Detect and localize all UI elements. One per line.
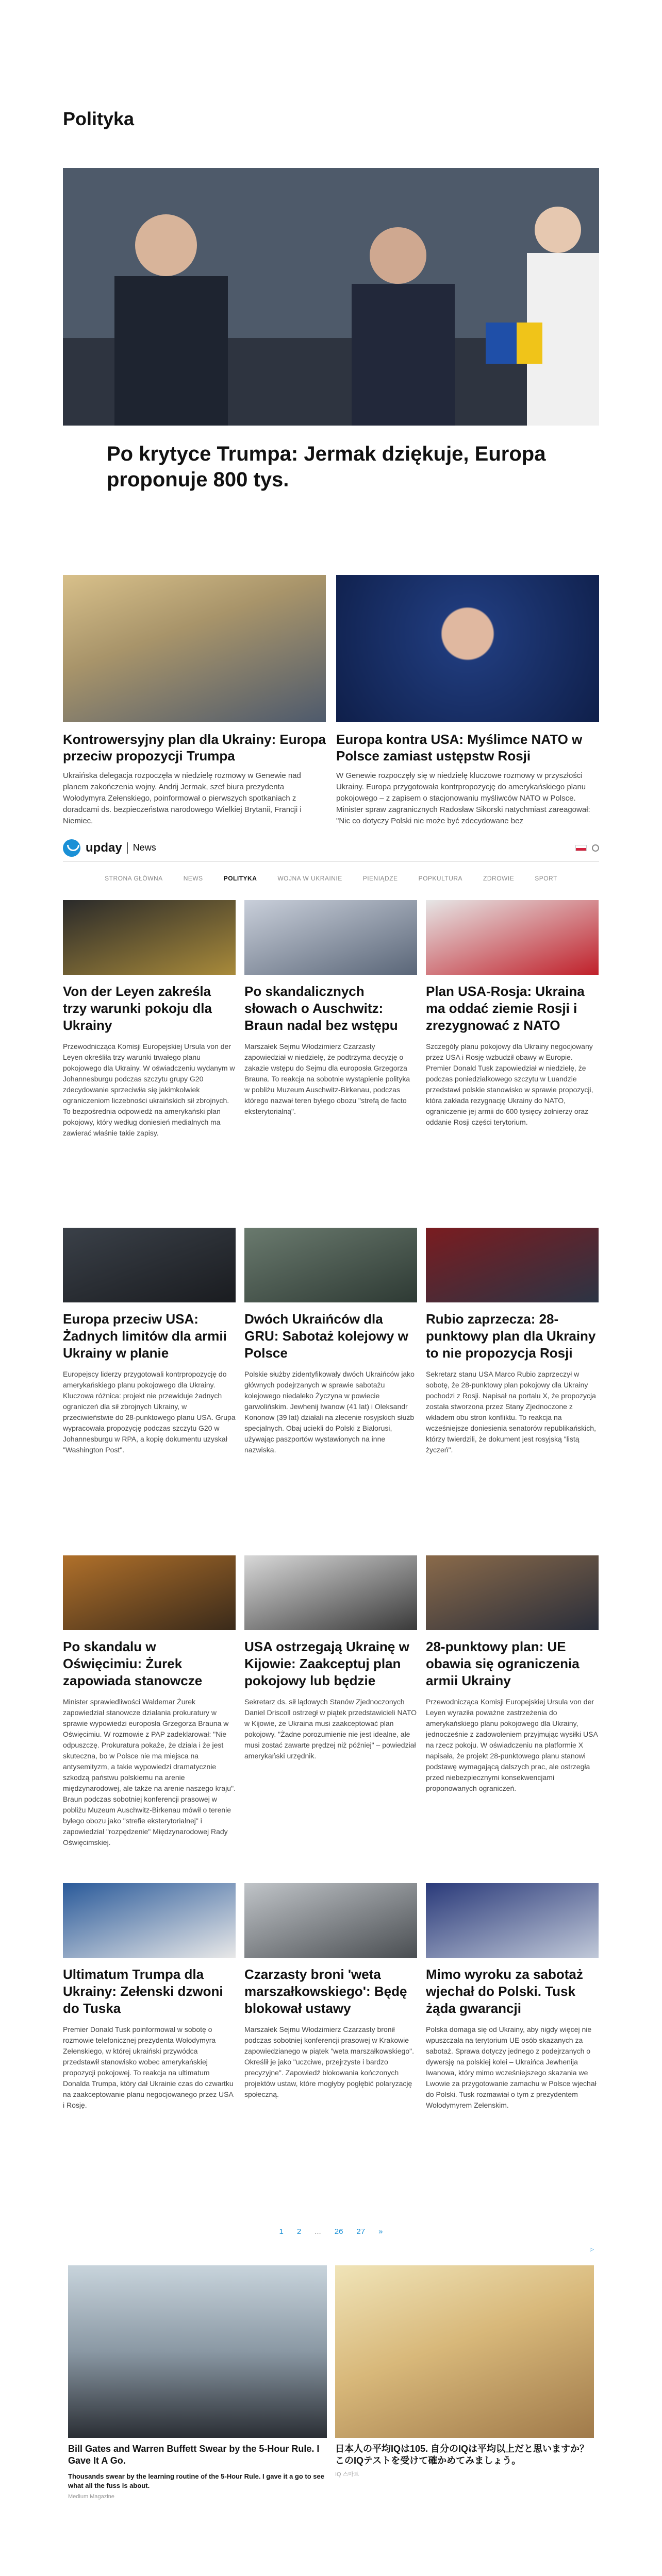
nav-item-sport[interactable]: SPORT (535, 875, 557, 882)
article-image[interactable] (426, 1555, 599, 1630)
nav-item-home[interactable]: STRONA GŁÓWNA (105, 875, 163, 882)
ad-title[interactable]: 日本人の平均IQは105. 自分のIQは平均以上だと思いますか？ このIQテストを受けて確かめてみましょう。 (335, 2444, 589, 2466)
brand-divider (127, 842, 128, 854)
article-image[interactable] (63, 900, 236, 975)
article-desc: Marszałek Sejmu Włodzimierz Czarzasty zapowiedział w niedzielę, że podtrzyma decyzję o zakazie wstępu do Sejmu dla europosła Grzegorza Brauna. To reakcja na sobotnie wystąpienie polityka w pobliżu Muzeum Auschwitz-Birkenau, podczas którego nazwał teren byłego obozu "strefą de facto eksterytorialną". (244, 1042, 410, 1115)
article-title[interactable]: Po skandalu w Oświęcimiu: Żurek zapowiada stanowcze (63, 1639, 203, 1688)
article-desc: Minister sprawiedliwości Waldemar Żurek zapowiedział stanowcze działania prokuratury w sprawie wypowiedzi europosła Grzegorza Brauna w Oświęcimiu. W rozmowie z PAP zadeklarował: "Nie odpuszczę. Prokuratura pokaże, że dziala i że jest skuteczna, bo w Polsce nie ma miejsca na antysemityzm, a takie wypowiedzi dramatycznie szkodzą państwu polskiemu na arenie międzynarodowej, ale także na arenie naszego kraju". Braun podczas sobotniej konferencji prasowej w pobliżu Muzeum Auschwitz-Birkenau mówił o terenie byłego obozu jako "strefie eksterytorialnej" i zapowiedział "rozpędzenie" Międzynarodowej Rady Oświęcimskiej. (63, 1698, 236, 1846)
main-content (63, 0, 599, 2247)
upday-bar (63, 834, 599, 862)
nav-item-war-ukraine[interactable]: WOJNA W UKRAINIE (277, 875, 342, 882)
article-grid (63, 900, 599, 2211)
article-image[interactable] (244, 1883, 417, 1958)
page-link-26[interactable]: 26 (334, 2227, 343, 2236)
brand-sub[interactable]: News (133, 842, 156, 853)
article-card[interactable] (63, 1883, 236, 2211)
ad-source: IQ 스마트 (335, 2471, 359, 2478)
upday-logo-icon[interactable] (63, 839, 80, 857)
featured-desc: W Genewie rozpoczęły się w niedzielę kluczowe rozmowy w przyszłości Ukrainy. Europa przygotowała kontrpropozycję do amerykańskiego planu pokojowego – z zapisem o stacjonowaniu myśliwców NATO w Polsce. Minister spraw zagranicznych Radosław Sikorski natychmiast zareagował: "Nic co dotyczy Polski nie może być zdecydowane bez (336, 771, 590, 825)
article-title[interactable]: Czarzasty broni 'weta marszałkowskiego': Będę blokował ustawy (244, 1967, 407, 2016)
article-card[interactable] (63, 1555, 236, 1883)
nav-item-money[interactable]: PIENIĄDZE (362, 875, 398, 882)
article-title[interactable]: Europa przeciw USA: Żadnych limitów dla armii Ukrainy w planie (63, 1311, 227, 1361)
page-link-27[interactable]: 27 (356, 2227, 366, 2236)
header-tools (575, 844, 599, 852)
article-title[interactable]: Mimo wyroku za sabotaż wjechał do Polski. Tusk żąda gwarancji (426, 1967, 583, 2016)
poland-flag-icon[interactable] (575, 845, 587, 851)
article-image[interactable] (63, 1228, 236, 1302)
article-title[interactable]: 28-punktowy plan: UE obawia się ograniczenia armii Ukrainy (426, 1639, 580, 1688)
featured-image[interactable] (63, 575, 326, 722)
article-image[interactable] (63, 1883, 236, 1958)
page-link-2[interactable]: 2 (296, 2227, 302, 2236)
article-card[interactable] (426, 900, 599, 1228)
article-desc: Europejscy liderzy przygotowali kontrpropozycję do amerykańskiego planu pokojowego dla Ukrainy. Kluczowa różnica: projekt nie przewiduje żadnych ograniczeń dla sił zbrojnych Ukrainy, w przeciwieństwie do 28-punktowego planu USA. Grupa wypracowała propozycję podczas szczytu G20 w Johannesburgu w RPA, a kopię dokumentu uzyskał "Washington Post". (63, 1370, 236, 1454)
article-card[interactable] (244, 900, 417, 1228)
article-desc: Marszałek Sejmu Włodzimierz Czarzasty bronił podczas sobotniej konferencji prasowej w Krakowie zapowiedzianego w piątek "weta marszałkowskiego". Określił je jako "uczciwe, przejrzyste i bardzo precyzyjne". Zapowiedź blokowania kończonych projektów ustaw, które mogłyby pogłębić polaryzację społeczną. (244, 2025, 414, 2098)
featured-title[interactable]: Kontrowersyjny plan dla Ukrainy: Europa przeciw propozycji Trumpa (63, 732, 326, 764)
article-card[interactable] (426, 1883, 599, 2211)
featured-article[interactable] (63, 575, 326, 827)
article-card[interactable] (63, 900, 236, 1228)
nav-item-news[interactable]: NEWS (183, 875, 203, 882)
article-image[interactable] (244, 900, 417, 975)
search-icon[interactable] (592, 844, 599, 852)
page-link-1[interactable]: 1 (279, 2227, 284, 2236)
page-ellipsis: ... (315, 2227, 321, 2236)
article-desc: Przewodnicząca Komisji Europejskiej Ursula von der Leyen wyraziła poważne zastrzeżenia do amerykańskiego planu pokojowego dla Ukrainy, jednocześnie z zadowoleniem przyjmując wysiłki USA na rzecz pokoju. W oświadczeniu na platformie X napisała, że projekt 28-punktowego planu stanowi podstawę wymagającą dalszych prac, ale ostrzegła przed niebezpiecznymi konsekwencjami proponowanych ograniczeń. (426, 1698, 598, 1792)
article-image[interactable] (426, 1883, 599, 1958)
article-desc: Szczegóły planu pokojowy dla Ukrainy negocjowany przez USA i Rosję wzbudził obawy w Europie. Premier Donald Tusk zapowiedział w niedzielę, że podczas poniedziałkowego szczytu w Luandzie przedstawi polskie stanowisko w sprawie propozycji, która zakłada rezygnację Ukrainy do NATO, ograniczenie jej armii do 600 tysięcy żołnierzy oraz oddanie Rosji części terytorium. (426, 1042, 593, 1126)
ad-image[interactable] (335, 2265, 594, 2438)
article-card[interactable] (63, 1228, 236, 1555)
featured-articles (63, 575, 599, 827)
article-desc: Polska domaga się od Ukrainy, aby nigdy więcej nie wpuszczała na terytorium UE osób skazanych za sabotaż. Sprawa dotyczy jednego z podejrzanych o dywersję na polskiej kolei – Ukraińca Jewhenija Iwanowa, który mimo wcześniejszego skazania we Lwowie za przygotowanie zamachu w Polsce wjechał do Polski. Tusk rozmawiał o tym z prezydentem Wołodymyrem Zełenskim. (426, 2025, 597, 2109)
article-title[interactable]: Po skandalicznych słowach o Auschwitz: Braun nadal bez wstępu (244, 984, 398, 1033)
ad-title[interactable]: Bill Gates and Warren Buffett Swear by the 5-Hour Rule. I Gave It A Go. (68, 2444, 320, 2466)
article-desc: Polskie służby zidentyfikowały dwóch Ukraińców jako głównych podejrzanych w sprawie sabotażu kolejowego niedaleko Życzyna w powiecie garwolińskim. Jewhenij Iwanow (41 lat) i Oleksandr Kononow (39 lat) działali na zlecenie rosyjskich służb specjalnych. Obaj uciekli do Polski z Białorusi, używając paszportów wystawionych na inne nazwiska. (244, 1370, 415, 1454)
article-desc: Przewodnicząca Komisji Europejskiej Ursula von der Leyen określiła trzy warunki trwałego planu pokojowego dla Ukrainy. W oświadczeniu wydanym w Johannesburgu podczas szczytu grupy G20 zdecydowanie sprzeciwiła się jakimkolwiek ograniczeniom liczebności ukraińskich sił zbrojnych. To bezpośrednia odpowiedź na amerykański plan pokojowy, który według doniesień medialnych ma zawierać właśnie takie zapisy. (63, 1042, 235, 1137)
article-card[interactable] (244, 1555, 417, 1883)
page-next[interactable]: » (378, 2227, 383, 2236)
brand-name[interactable]: upday (86, 840, 122, 855)
article-card[interactable] (244, 1883, 417, 2211)
article-image[interactable] (244, 1228, 417, 1302)
ad-card[interactable] (335, 2265, 594, 2500)
pagination (63, 2216, 599, 2247)
article-image[interactable] (63, 1555, 236, 1630)
nav-item-politics[interactable]: POLITYKA (223, 875, 257, 882)
article-title[interactable]: Ultimatum Trumpa dla Ukrainy: Zełenski dzwoni do Tuska (63, 1967, 223, 2016)
ad-choices-icon[interactable]: ▷ (590, 2247, 594, 2252)
ad-area (68, 2265, 594, 2500)
article-card[interactable] (426, 1555, 599, 1883)
hero-photo (63, 168, 599, 426)
hero-title-card[interactable] (86, 426, 599, 498)
article-desc: Sekretarz stanu USA Marco Rubio zaprzeczył w sobotę, że 28-punktowy plan pokojowy dla Ukrainy pochodzi z Rosji. Napisał na portalu X, że propozycja została stworzona przez Stany Zjednoczone z wkładem obu stron konfliktu. To reakcja na wcześniejsze doniesienia senatorów republikańskich, którzy twierdzili, że dokument jest rosyjską "listą życzeń". (426, 1370, 596, 1454)
ad-subtitle: Thousands swear by the learning routine of the 5-Hour Rule. I gave it a go to see what all the fuss is about. (68, 2472, 324, 2489)
article-image[interactable] (244, 1555, 417, 1630)
hero-title[interactable]: Po krytyce Trumpa: Jermak dziękuje, Europa proponuje 800 tys. (107, 443, 546, 491)
category-nav (63, 862, 599, 895)
hero-image[interactable] (63, 168, 599, 426)
article-image[interactable] (426, 900, 599, 975)
article-title[interactable]: Von der Leyen zakreśla trzy warunki pokoju dla Ukrainy (63, 984, 212, 1033)
ad-image[interactable] (68, 2265, 327, 2438)
featured-article[interactable] (336, 575, 599, 827)
article-card[interactable] (426, 1228, 599, 1555)
ad-source: Medium Magazine (68, 2494, 114, 2500)
brand[interactable] (63, 839, 156, 857)
article-desc: Premier Donald Tusk poinformował w sobotę o rozmowie telefonicznej prezydenta Wołodymyra Zełenskiego, w której ukraiński przywódca przedstawił stanowisko wobec amerykańskiej propozycji pokojowej. To reakcja na ultimatum Donalda Trumpa, który dał Ukrainie czas do czwartku na zaakceptowanie planu negocjowanego przez USA i Rosję. (63, 2025, 234, 2109)
featured-desc: Ukraińska delegacja rozpoczęła w niedzielę rozmowy w Genewie nad planem zakończenia wojny. Andrij Jermak, szef biura prezydenta Wołodymyra Zełenskiego, poinformował o pierwszych spotkaniach z doradcami ds. bezpieczeństwa narodowego Wielkiej Brytanii, Francji i Niemiec. (63, 771, 302, 825)
article-desc: Sekretarz ds. sił lądowych Stanów Zjednoczonych Daniel Driscoll ostrzegł w piątek przedstawicieli NATO w Kijowie, że Ukraina musi zaakceptować plan pokojowy. "Żadne porozumienie nie jest idealne, ale musi zostać zawarte prędzej niż później" – powiedział amerykański urzędnik. (244, 1698, 417, 1760)
ad-card[interactable] (68, 2265, 327, 2500)
hero-article[interactable] (63, 168, 599, 498)
article-card[interactable] (244, 1228, 417, 1555)
article-image[interactable] (426, 1228, 599, 1302)
featured-image[interactable] (336, 575, 599, 722)
article-title[interactable]: USA ostrzegają Ukrainę w Kijowie: Zaakceptuj plan pokojowy lub będzie (244, 1639, 409, 1688)
nav-item-health[interactable]: ZDROWIE (483, 875, 515, 882)
page-title: Polityka (63, 108, 135, 129)
nav-item-popculture[interactable]: POPKULTURA (418, 875, 463, 882)
article-title[interactable]: Dwóch Ukraińców dla GRU: Sabotaż kolejowy w Polsce (244, 1311, 408, 1361)
article-title[interactable]: Rubio zaprzecza: 28-punktowy plan dla Ukrainy to nie propozycja Rosji (426, 1311, 596, 1361)
featured-title[interactable]: Europa kontra USA: Myślimce NATO w Polsce zamiast ustępstw Rosji (336, 732, 583, 764)
article-title[interactable]: Plan USA-Rosja: Ukraina ma oddać ziemie Rosji i zrezygnować z NATO (426, 984, 585, 1033)
